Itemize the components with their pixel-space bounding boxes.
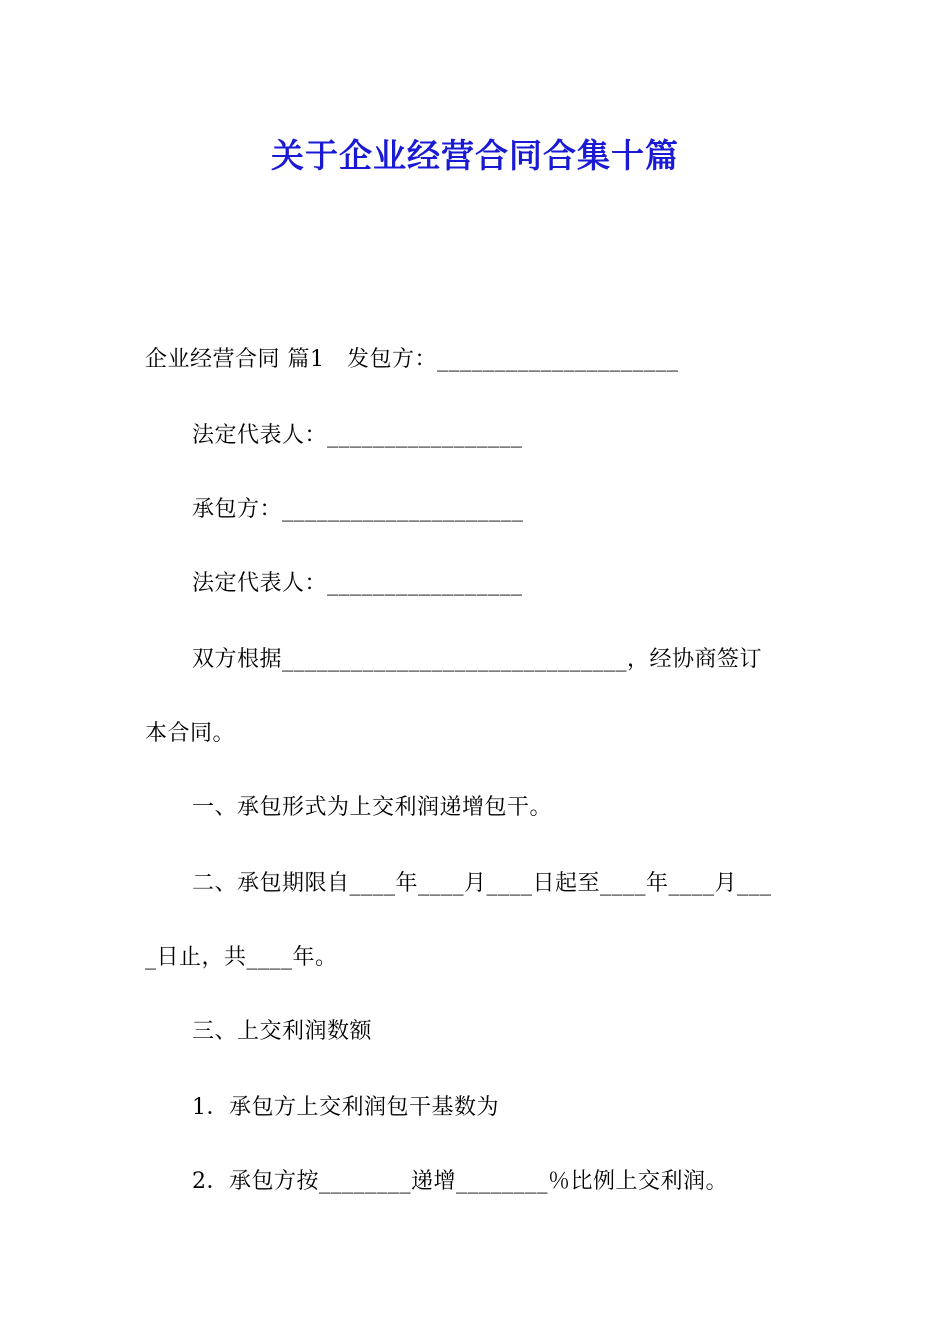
paragraph-line-12: 2．承包方按________递增________％比例上交利润。: [192, 1169, 728, 1194]
paragraph-line-4: 法定代表人：_________________: [192, 571, 523, 596]
paragraph-line-11: 1．承包方上交利润包干基数为: [192, 1095, 499, 1120]
document-title: 关于企业经营合同合集十篇: [271, 136, 679, 175]
paragraph-line-5: 双方根据______________________________，经协商签订: [192, 647, 763, 672]
paragraph-line-8: 二、承包期限自____年____月____日起至____年____月___: [192, 871, 772, 896]
paragraph-line-2: 法定代表人：_________________: [192, 423, 523, 448]
paragraph-line-9: _日止，共____年。: [145, 945, 338, 970]
paragraph-line-6: 本合同。: [145, 721, 236, 746]
paragraph-line-10: 三、上交利润数额: [192, 1019, 373, 1044]
paragraph-line-7: 一、承包形式为上交利润递增包干。: [192, 795, 553, 820]
paragraph-line-3: 承包方：_____________________: [192, 497, 524, 522]
paragraph-line-1: 企业经营合同 篇1 发包方：_____________________: [145, 347, 679, 372]
